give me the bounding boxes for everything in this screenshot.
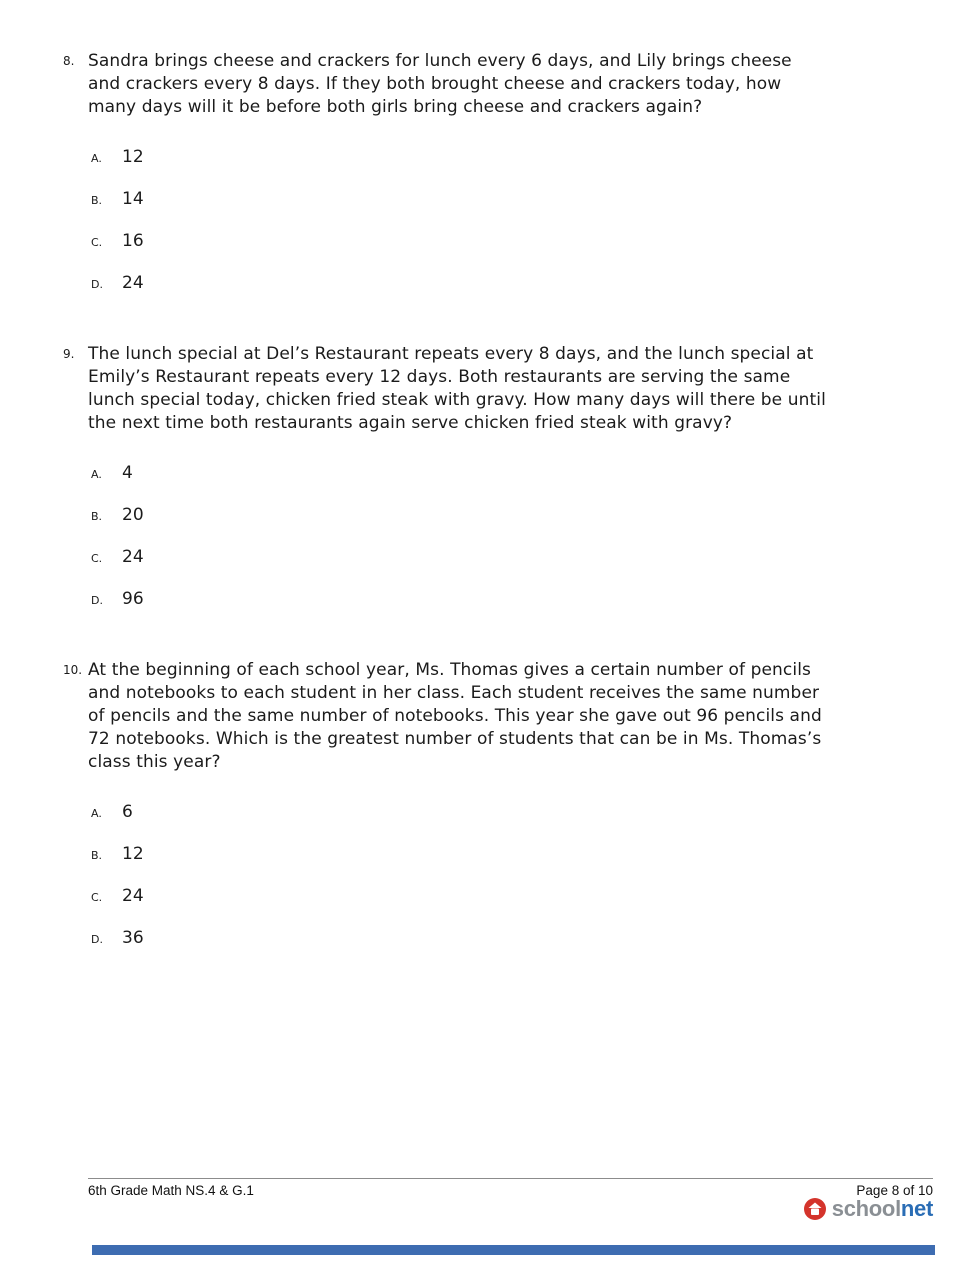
option-letter: A. bbox=[91, 152, 102, 165]
option-value: 14 bbox=[122, 189, 144, 209]
option-value: 6 bbox=[122, 802, 133, 822]
question-text: Sandra brings cheese and crackers for lunch every 6 days, and Lily brings cheese and crackers every 8 days. If they both brought cheese and crackers today, how many days will it be before both girls bring cheese and crackers again? bbox=[88, 51, 792, 117]
question-10 bbox=[63, 659, 863, 952]
schoolnet-house-icon bbox=[803, 1197, 827, 1221]
question-number: 8. bbox=[63, 54, 75, 68]
option-b bbox=[91, 503, 863, 529]
question-text: The lunch special at Del’s Restaurant repeats every 8 days, and the lunch special at Emily’s Restaurant repeats every 12 days. Both restaurants are serving the same lunch special today, chicken fried steak with gravy. How many days will there be until the next time both restaurants again serve chicken fried steak with gravy? bbox=[88, 344, 826, 433]
option-letter: C. bbox=[91, 236, 103, 249]
footer-divider bbox=[88, 1178, 933, 1179]
option-a bbox=[91, 461, 863, 487]
option-value: 20 bbox=[122, 505, 144, 525]
logo-text-school: school bbox=[831, 1196, 901, 1221]
question-row bbox=[63, 343, 863, 435]
option-d bbox=[91, 926, 863, 952]
questions-area bbox=[63, 50, 863, 998]
option-a bbox=[91, 145, 863, 171]
footer-course-label: 6th Grade Math NS.4 & G.1 bbox=[88, 1183, 254, 1198]
option-b bbox=[91, 842, 863, 868]
option-value: 4 bbox=[122, 463, 133, 483]
option-letter: C. bbox=[91, 552, 103, 565]
answer-options bbox=[91, 461, 863, 613]
option-c bbox=[91, 545, 863, 571]
option-c bbox=[91, 229, 863, 255]
question-8 bbox=[63, 50, 863, 297]
question-row bbox=[63, 659, 863, 774]
option-value: 16 bbox=[122, 231, 144, 251]
option-d bbox=[91, 271, 863, 297]
question-row bbox=[63, 50, 863, 119]
option-letter: D. bbox=[91, 594, 103, 607]
option-value: 12 bbox=[122, 147, 144, 167]
option-letter: C. bbox=[91, 891, 103, 904]
option-letter: B. bbox=[91, 510, 103, 523]
bottom-blue-bar bbox=[92, 1245, 935, 1255]
option-letter: B. bbox=[91, 849, 103, 862]
option-letter: D. bbox=[91, 278, 103, 291]
option-b bbox=[91, 187, 863, 213]
option-c bbox=[91, 884, 863, 910]
logo-text-net: net bbox=[900, 1196, 933, 1221]
option-value: 96 bbox=[122, 589, 144, 609]
schoolnet-logo bbox=[803, 1196, 933, 1222]
option-value: 24 bbox=[122, 547, 144, 567]
option-letter: A. bbox=[91, 468, 102, 481]
question-9 bbox=[63, 343, 863, 613]
option-letter: B. bbox=[91, 194, 103, 207]
question-text: At the beginning of each school year, Ms. Thomas gives a certain number of pencils and notebooks to each student in her class. Each student receives the same number of pencils and the same number of notebooks. This year she gave out 96 pencils and 72 notebooks. Which is the greatest number of students that can be in Ms. Thomas’s class this year? bbox=[88, 660, 822, 772]
option-value: 12 bbox=[122, 844, 144, 864]
answer-options bbox=[91, 145, 863, 297]
option-value: 36 bbox=[122, 928, 144, 948]
option-value: 24 bbox=[122, 273, 144, 293]
answer-options bbox=[91, 800, 863, 952]
option-value: 24 bbox=[122, 886, 144, 906]
option-a bbox=[91, 800, 863, 826]
footer-page-number: Page 8 of 10 bbox=[856, 1183, 933, 1198]
option-letter: A. bbox=[91, 807, 102, 820]
option-letter: D. bbox=[91, 933, 103, 946]
option-d bbox=[91, 587, 863, 613]
question-number: 10. bbox=[63, 663, 83, 677]
question-number: 9. bbox=[63, 347, 75, 361]
